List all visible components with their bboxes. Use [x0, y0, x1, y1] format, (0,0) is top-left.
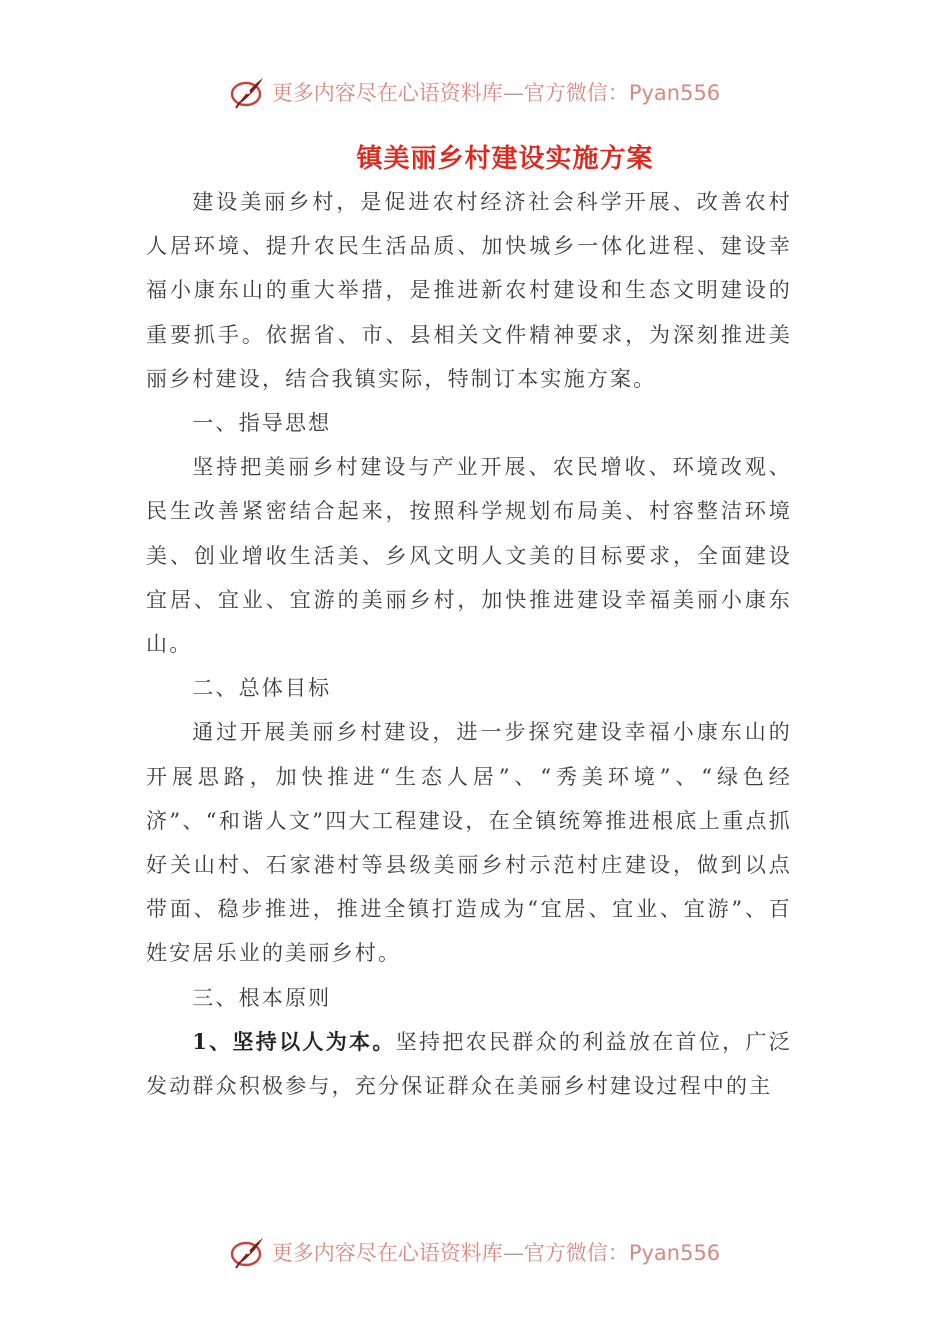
principle-1-lead: 1、坚持以人为本。 — [192, 1028, 396, 1054]
banner-separator: — — [502, 1241, 524, 1265]
intro-paragraph: 建设美丽乡村，是促进农村经济社会科学开展、改善农村人居环境、提升农民生活品质、加快城乡一体化进程、建设幸福小康东山的重大举措，是推进新农村建设和生态文明建设的重要抓手。依据省、市、县相关文件精神要求，为深刻推进美丽乡村建设，结合我镇实际，特制订本实施方案。 — [146, 190, 792, 391]
banner-label: 官方微信： — [523, 1241, 629, 1265]
banner-wechat-id: Pyan556 — [628, 1241, 721, 1265]
principle-1-text: 坚持把农民群众的利益放在首位，广泛发动群众积极参与，充分保证群众在美丽乡村建设过程中的主 — [146, 1029, 792, 1099]
section-heading-basic-principles: 三、根本原则 — [192, 985, 332, 1010]
section-heading-overall-goal: 二、总体目标 — [192, 676, 332, 701]
banner-lead: 更多内容尽在心语资料库 — [271, 81, 503, 105]
banner-wechat-id: Pyan556 — [628, 81, 721, 105]
banner-text — [272, 77, 720, 107]
overall-goal-paragraph: 通过开展美丽乡村建设，进一步探究建设幸福小康东山的开展思路，加快推进“生态人居”、“秀美环境”、“绿色经济”、“和谐人文”四大工程建设，在全镇统筹推进根底上重点抓好关山村、石家港村等县级美丽乡村示范村庄建设，做到以点带面、稳步推进，推进全镇打造成为“宜居、宜业、宜游”、百姓安居乐业的美丽乡村。 — [146, 720, 792, 966]
quill-pen-logo-icon — [230, 74, 266, 110]
banner-separator: — — [502, 81, 524, 105]
banner-label: 官方微信： — [523, 81, 629, 105]
banner-text — [272, 1237, 720, 1267]
banner-lead: 更多内容尽在心语资料库 — [271, 1241, 503, 1265]
document-body — [146, 180, 792, 1108]
header-banner — [0, 72, 950, 112]
quill-pen-logo-icon — [230, 1234, 266, 1270]
document-title: 镇美丽乡村建设实施方案 — [356, 144, 654, 174]
principle-1-paragraph — [146, 1020, 792, 1108]
footer-banner — [0, 1232, 950, 1272]
guiding-thought-paragraph: 坚持把美丽乡村建设与产业开展、农民增收、环境改观、民生改善紧密结合起来，按照科学规划布局美、村容整洁环境美、创业增收生活美、乡风文明人文美的目标要求，全面建设宜居、宜业、宜游的美丽乡村，加快推进建设幸福美丽小康东山。 — [146, 455, 792, 657]
section-heading-guiding-thought: 一、指导思想 — [192, 411, 332, 436]
